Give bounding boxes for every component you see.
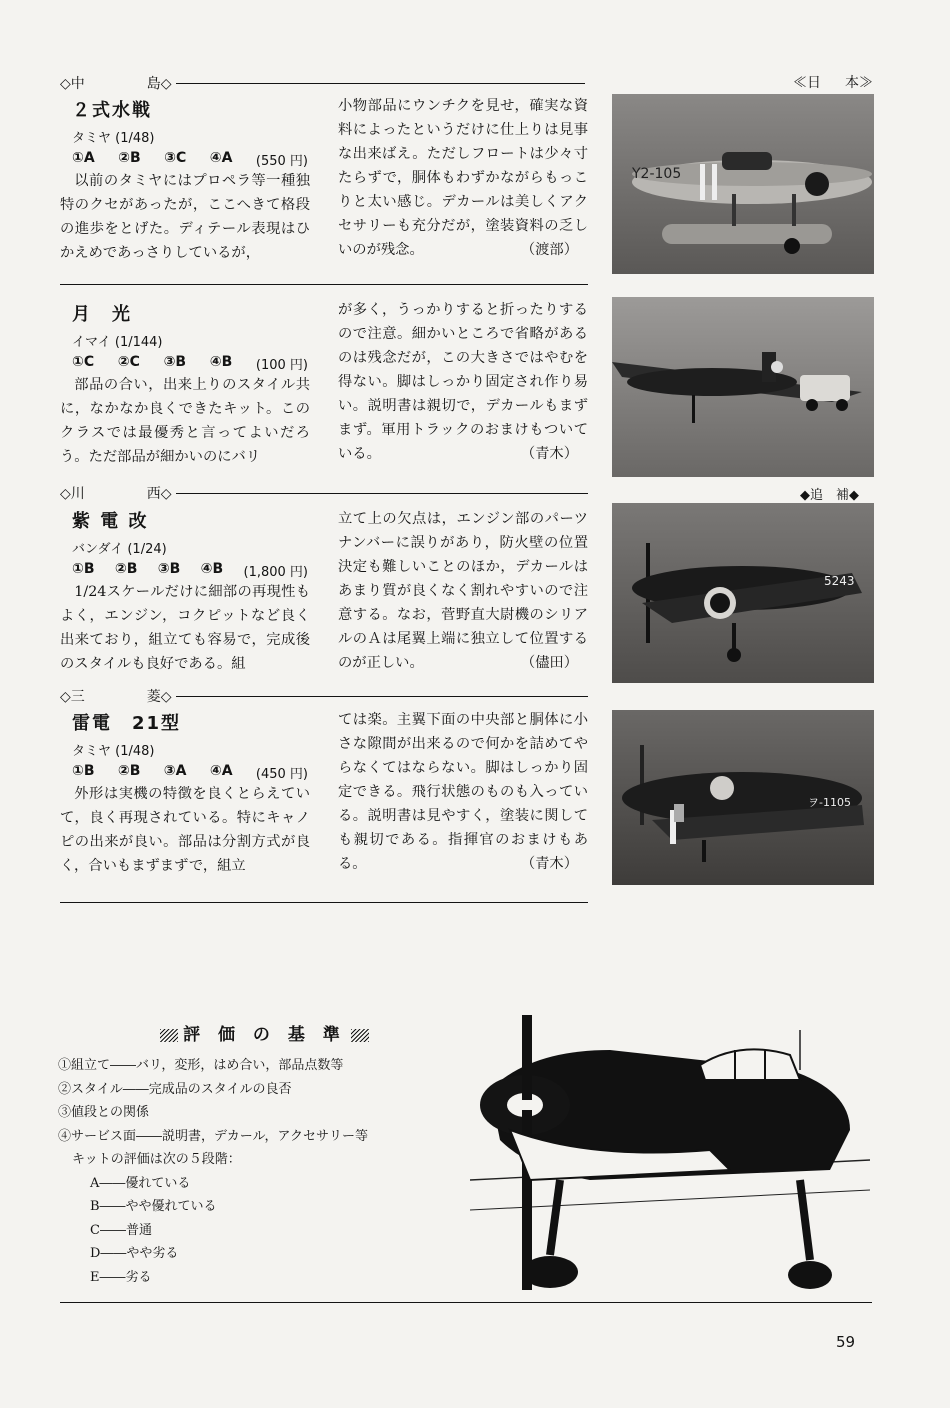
- gekko-image: [612, 297, 874, 477]
- hatch-decoration: [351, 1029, 369, 1042]
- review-left-col: [60, 507, 310, 676]
- criteria-scale-intro: キットの評価は次の５段階：: [72, 1152, 241, 1167]
- review-title: 雷電 21型: [72, 713, 182, 734]
- divider: [60, 284, 588, 285]
- review-ratings: ①B ②B ③A ④A (450 円): [72, 763, 308, 782]
- shiden-kai-image: [612, 503, 874, 683]
- review-signature: （渡部）: [520, 242, 578, 258]
- review-signature: （青木）: [520, 446, 578, 462]
- criteria-line: ①組立て――バリ，変形，はめ合い，部品点数等: [58, 1058, 344, 1073]
- section-header-nakajima: ◇中 島◇: [60, 73, 585, 93]
- review-text: 外形は実機の特徴を良くとらえていて，良く再現されている。特にキャノピの出来が良い。部品は分割方式が良く，合いもまずまずで，組立: [60, 786, 310, 874]
- aircraft-illustration: [470, 1010, 870, 1290]
- review-right-col: が多く，うっかりすると折ったりするので注意。細かいところで省略があるのは残念だが，この大きさではやむを得ない。脚はしっかり固定され作り易い。説明書は親切で，デカールもまずまず。軍用トラックのおまけもついている。 （青木）: [338, 298, 588, 466]
- section-header-japan: ≪日 本≫: [793, 75, 873, 91]
- criteria-line: ③値段との関係: [58, 1105, 150, 1120]
- criteria-title: 評 価 の 基 準: [183, 1025, 346, 1045]
- review-ratings: ①B ②B ③B ④B (1,800 円): [72, 561, 308, 580]
- review-right-col: ては楽。主翼下面の中央部と胴体に小さな隙間が出来るので何かを詰めてやらなくてはならない。脚はしっかり固定できる。飛行状態のものも入っている。説明書は見やすく，塗装に関しても親切である。指揮官のおまけもある。 （青木）: [338, 708, 588, 876]
- grade-line: A――優れている: [90, 1175, 191, 1191]
- divider: [60, 902, 588, 903]
- page-number: 59: [836, 1333, 856, 1351]
- review-maker: イマイ (1/144): [72, 335, 163, 350]
- section-header-kawanishi: ◇川 西◇: [60, 483, 588, 503]
- photo-seaplane: [612, 94, 874, 274]
- review-ratings: ①A ②B ③C ④A (550 円): [72, 150, 308, 169]
- hatch-decoration: [160, 1029, 178, 1042]
- review-right-col: 小物部品にウンチクを見せ，確実な資料によったというだけに仕上りは見事な出来ばえ。ただしフロートは少々寸たらずで，胴体もわずかながらもっこりと太い感じ。デカールは美しくアクセサリーも充分だが，塗装資料の乏しいのが残念。 （渡部）: [338, 94, 588, 262]
- review-maker: バンダイ (1/24): [72, 542, 167, 557]
- grade-line: B――やや優れている: [90, 1199, 217, 1214]
- review-maker: タミヤ (1/48): [72, 744, 155, 759]
- review-ratings: ①C ②C ③B ④B (100 円): [72, 354, 308, 373]
- seaplane-image: [612, 94, 874, 274]
- criteria-heading: [160, 1020, 369, 1045]
- tail-marking: ヲ-1105: [808, 796, 851, 809]
- review-text: 部品の合い，出来上りのスタイル共に，なかなか良くできたキット。このクラスでは最優秀と言ってよいだろう。ただ部品が細かいのにバリ: [60, 377, 310, 465]
- addendum-label: ◆追 補◆: [800, 488, 859, 503]
- criteria-list: [58, 1054, 468, 1289]
- review-text: 1/24スケールだけに細部の再現性もよく，エンジン，コクピットなど良く出来ており，組立ても容易で，完成後のスタイルも良好である。組: [60, 584, 310, 672]
- criteria-line: ②スタイル――完成品のスタイルの良否: [58, 1081, 292, 1097]
- grade-line: D――やや劣る: [90, 1246, 179, 1261]
- review-text: 以前のタミヤにはプロペラ等一種独特のクセがあったが，ここへきて格段の進歩をとげた。ディテール表現はひかえめであっさりしているが，: [60, 173, 310, 261]
- photo-raiden: [612, 710, 874, 885]
- review-title: 月 光: [72, 304, 132, 325]
- criteria-line: ④サービス面――説明書，デカール，アクセサリー等: [58, 1128, 369, 1144]
- review-left-col: [60, 96, 310, 265]
- photo-gekko: [612, 297, 874, 477]
- photo-shiden-kai: [612, 503, 874, 683]
- tail-marking: Y2-105: [632, 166, 682, 182]
- raiden-image: [612, 710, 874, 885]
- review-left-col: [60, 709, 310, 878]
- section-header-mitsubishi: ◇三 菱◇: [60, 686, 588, 706]
- grade-line: E――劣る: [90, 1269, 152, 1285]
- review-left-col: [60, 300, 310, 469]
- review-title: ２式水戦: [72, 100, 152, 121]
- review-signature: （儘田）: [520, 655, 578, 671]
- bottom-divider: [60, 1302, 872, 1303]
- grade-line: C――普通: [90, 1222, 152, 1238]
- review-signature: （青木）: [520, 856, 578, 872]
- tail-marking: 5243: [824, 574, 855, 588]
- review-title: 紫 電 改: [72, 511, 149, 532]
- review-right-col: 立て上の欠点は，エンジン部のパーツナンバーに誤りがあり，防火壁の位置決定も難しいことのほか，デカールはあまり質が良くなく割れやすいので注意する。なお，菅野直大尉機のシリアルのＡは尾翼上端に独立して位置するのが正しい。 （儘田）: [338, 507, 588, 675]
- review-maker: タミヤ (1/48): [72, 131, 155, 146]
